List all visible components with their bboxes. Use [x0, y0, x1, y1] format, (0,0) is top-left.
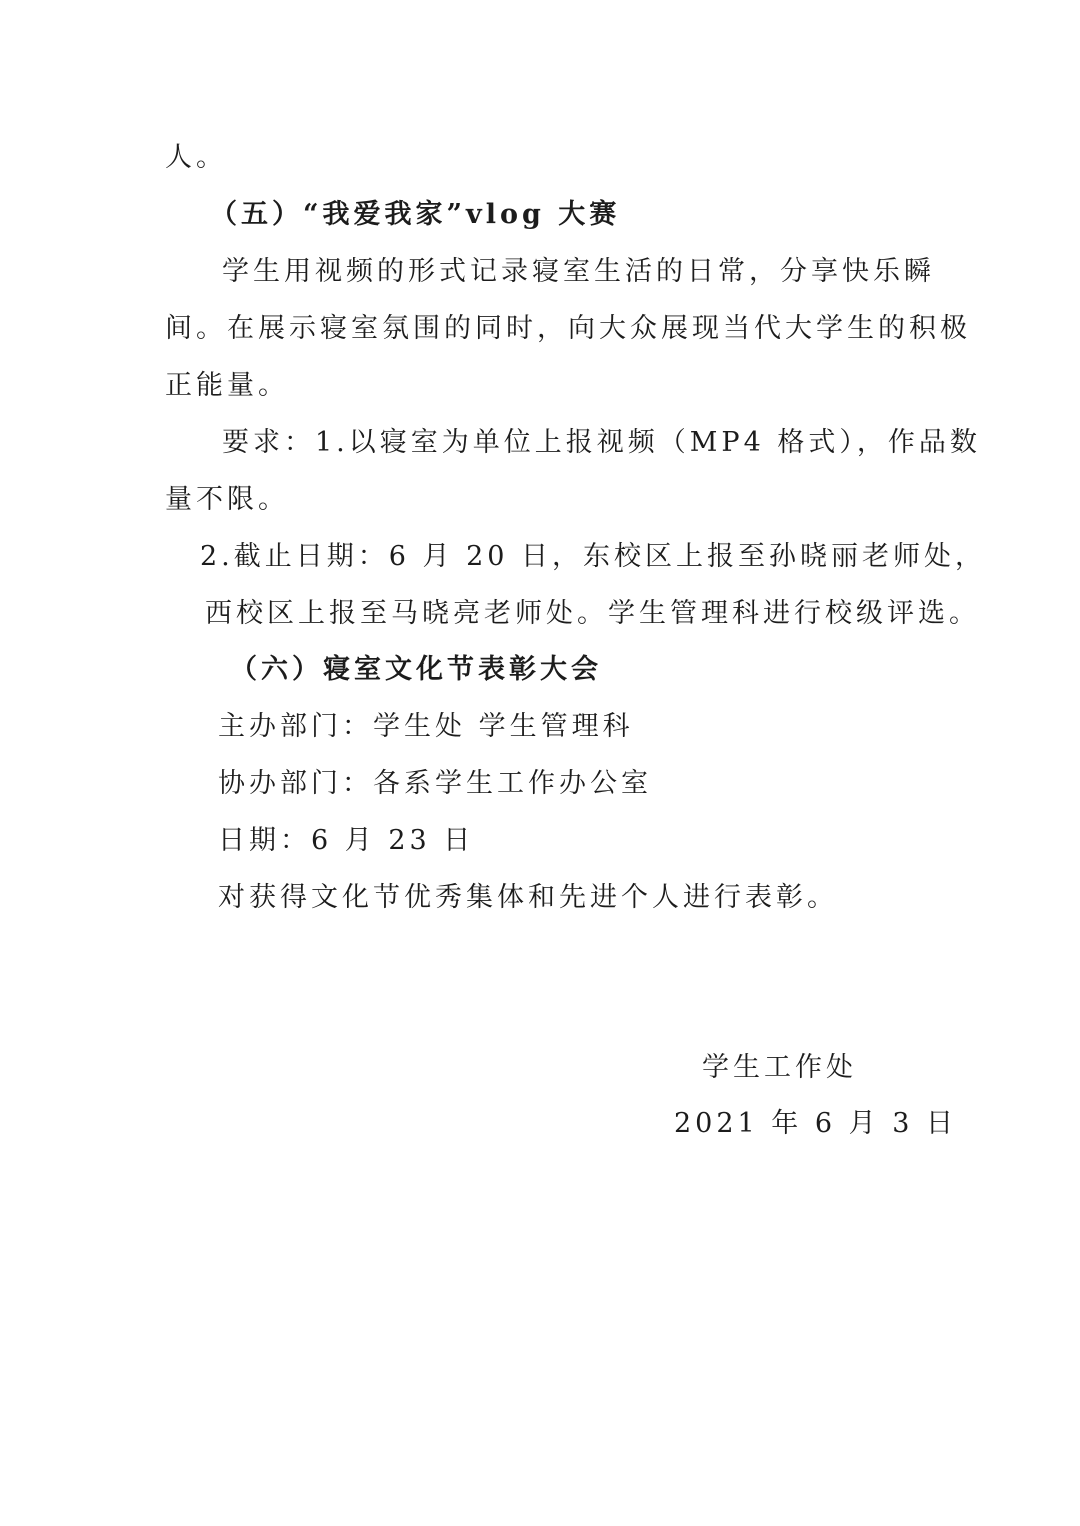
- section-5-heading: （五）“我爱我家”vlog 大赛: [210, 199, 621, 230]
- section-5-paragraph-line-1: 学生用视频的形式记录寝室生活的日常，分享快乐瞬: [222, 256, 935, 287]
- requirement-2-line-2: 西校区上报至马晓亮老师处。学生管理科进行校级评选。: [205, 598, 980, 629]
- section-5-paragraph-line-2: 间。在展示寝室氛围的同时，向大众展现当代大学生的积极: [165, 313, 971, 344]
- event-date: 日期：6 月 23 日: [218, 825, 475, 856]
- requirement-1-line-2: 量不限。: [165, 484, 289, 515]
- host-department: 主办部门：学生处 学生管理科: [218, 711, 634, 742]
- requirement-1-line-1: 要求：1.以寝室为单位上报视频（MP4 格式），作品数: [222, 427, 981, 458]
- requirement-2-line-1: 2.截止日期：6 月 20 日，东校区上报至孙晓丽老师处，: [200, 541, 987, 572]
- section-5-paragraph-line-3: 正能量。: [165, 370, 289, 401]
- signature-organization: 学生工作处: [702, 1052, 857, 1083]
- section-6-heading: （六）寝室文化节表彰大会: [230, 654, 602, 685]
- event-description: 对获得文化节优秀集体和先进个人进行表彰。: [218, 882, 838, 913]
- signature-date: 2021 年 6 月 3 日: [674, 1108, 957, 1139]
- carry-over-text: 人。: [165, 142, 227, 173]
- co-host-department: 协办部门：各系学生工作办公室: [218, 768, 652, 799]
